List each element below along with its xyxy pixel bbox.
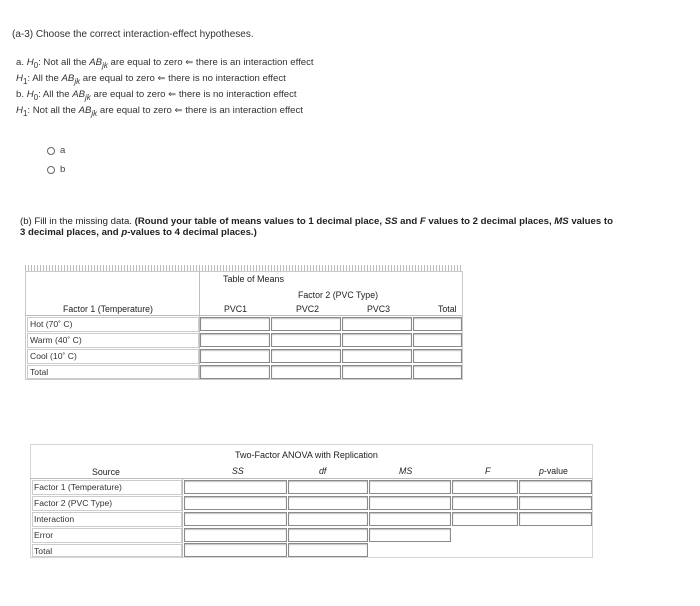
input-factor2-df[interactable]	[288, 496, 368, 510]
row-label-warm: Warm (40˚ C)	[30, 335, 82, 345]
anova-col-ms: MS	[399, 466, 413, 476]
means-table-caption: Table of Means	[223, 274, 285, 284]
question-heading: (a-3) Choose the correct interaction-effect hypotheses.	[12, 29, 254, 40]
anova-label-interaction: Interaction	[34, 514, 75, 524]
factor1-header: Factor 1 (Temperature)	[63, 304, 153, 314]
input-hot-pvc1[interactable]	[200, 317, 270, 331]
input-factor2-f[interactable]	[452, 496, 518, 510]
anova-label-factor2: Factor 2 (PVC Type)	[34, 498, 113, 508]
input-cool-pvc1[interactable]	[200, 349, 270, 363]
input-factor1-ms[interactable]	[369, 480, 451, 494]
input-warm-pvc1[interactable]	[200, 333, 270, 347]
means-row-total	[27, 365, 199, 379]
input-hot-pvc2[interactable]	[271, 317, 341, 331]
col-pvc2: PVC2	[296, 304, 319, 314]
anova-label-total: Total	[34, 546, 53, 556]
radio-option-b[interactable]	[47, 166, 55, 174]
input-interaction-ss[interactable]	[184, 512, 287, 526]
means-header-rule	[25, 315, 463, 316]
anova-divider	[182, 478, 183, 558]
input-cool-pvc3[interactable]	[342, 349, 412, 363]
input-total-pvc2[interactable]	[271, 365, 341, 379]
factor2-header: Factor 2 (PVC Type)	[298, 290, 379, 300]
option-a-h0: a. $H_0$: Not all the $AB_{jk}$ are equal to zero ⇐ there is an interaction effect	[16, 57, 314, 70]
row-label-cool: Cool (10˚ C)	[30, 351, 77, 361]
input-total-ss[interactable]	[184, 543, 287, 557]
input-warm-pvc3[interactable]	[342, 333, 412, 347]
input-total-pvc1[interactable]	[200, 365, 270, 379]
input-error-df[interactable]	[288, 528, 368, 542]
input-interaction-df[interactable]	[288, 512, 368, 526]
option-a-h1: $H_1$: All the $AB_{jk}$ are equal to zero ⇐ there is no interaction effect	[16, 73, 286, 86]
input-hot-pvc3[interactable]	[342, 317, 412, 331]
anova-row-total	[32, 544, 182, 557]
input-warm-pvc2[interactable]	[271, 333, 341, 347]
col-total: Total	[438, 304, 457, 314]
input-factor1-pvalue[interactable]	[519, 480, 592, 494]
radio-label-a: a	[60, 145, 66, 156]
row-label-hot: Hot (70˚ C)	[30, 319, 73, 329]
row-label-total: Total	[30, 367, 49, 377]
anova-label-factor1: Factor 1 (Temperature)	[34, 482, 122, 492]
col-pvc3: PVC3	[367, 304, 390, 314]
input-interaction-f[interactable]	[452, 512, 518, 526]
anova-row-error	[32, 528, 182, 543]
input-error-ms[interactable]	[369, 528, 451, 542]
radio-option-a[interactable]	[47, 147, 55, 155]
anova-table-caption: Two-Factor ANOVA with Replication	[235, 450, 378, 460]
input-cool-pvc2[interactable]	[271, 349, 341, 363]
input-interaction-pvalue[interactable]	[519, 512, 592, 526]
input-interaction-ms[interactable]	[369, 512, 451, 526]
anova-header-rule	[30, 478, 593, 479]
input-factor2-pvalue[interactable]	[519, 496, 592, 510]
input-total-pvc3[interactable]	[342, 365, 412, 379]
input-factor2-ss[interactable]	[184, 496, 287, 510]
anova-label-error: Error	[34, 530, 54, 540]
input-factor2-ms[interactable]	[369, 496, 451, 510]
radio-label-b: b	[60, 164, 66, 175]
part-b-instructions: (b) Fill in the missing data. (Round your table of means values to 1 decimal place, SS and F values to 2 decimal places, MS values to 3 decimal places, and p-values to 4 decimal places.)	[20, 216, 613, 238]
input-error-ss[interactable]	[184, 528, 287, 542]
input-warm-total[interactable]	[413, 333, 462, 347]
input-factor1-df[interactable]	[288, 480, 368, 494]
input-factor1-f[interactable]	[452, 480, 518, 494]
anova-col-pvalue: p-value	[539, 466, 568, 476]
anova-col-df: df	[319, 466, 327, 476]
anova-source-header: Source	[92, 467, 120, 477]
anova-col-f: F	[485, 466, 491, 476]
option-b-h1: $H_1$: Not all the $AB_{jk}$ are equal to zero ⇐ there is an interaction effect	[16, 105, 303, 118]
anova-table	[30, 444, 593, 558]
means-table	[25, 265, 463, 380]
input-factor1-ss[interactable]	[184, 480, 287, 494]
col-pvc1: PVC1	[224, 304, 247, 314]
input-cool-total[interactable]	[413, 349, 462, 363]
option-b-h0: b. $H_0$: All the $AB_{jk}$ are equal to zero ⇐ there is no interaction effect	[16, 89, 297, 102]
input-hot-total[interactable]	[413, 317, 462, 331]
input-grand-total[interactable]	[413, 365, 462, 379]
input-total-df[interactable]	[288, 543, 368, 557]
anova-col-ss: SS	[232, 466, 244, 476]
